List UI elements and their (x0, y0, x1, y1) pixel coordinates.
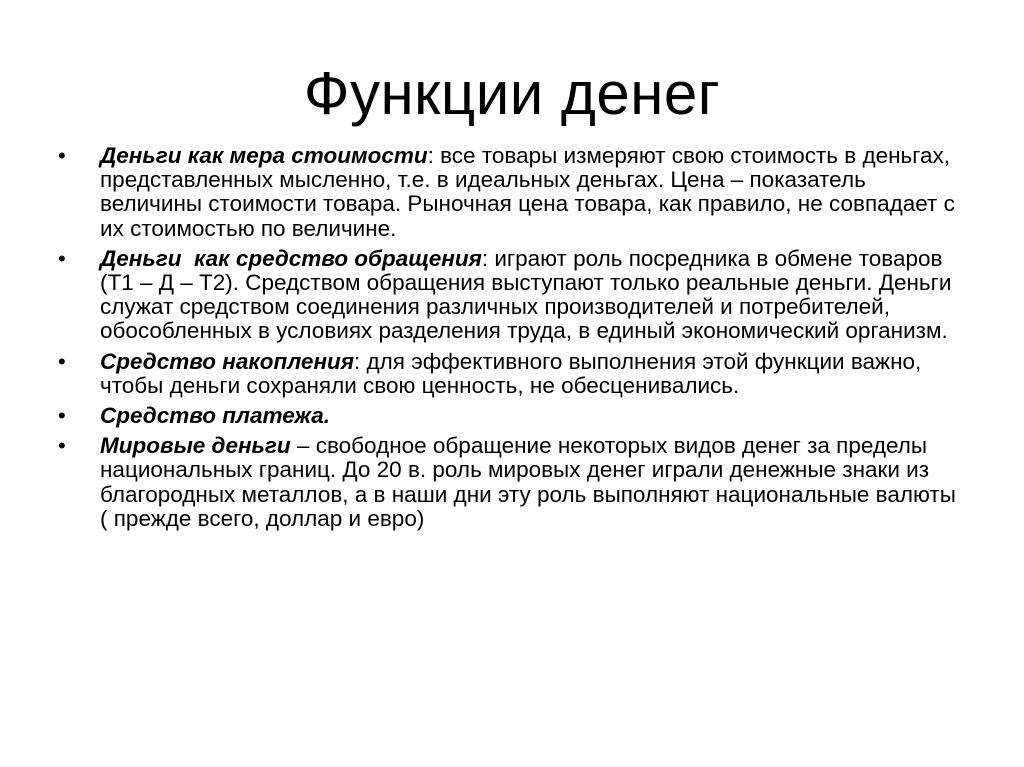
bullet-item-medium-of-exchange (56, 247, 956, 344)
bullet-separator: : (354, 348, 367, 374)
bullet-icon: • (58, 433, 66, 459)
bullet-item-means-of-payment (56, 404, 956, 428)
bullet-list (56, 144, 956, 537)
bullet-item-store-of-value (56, 350, 956, 398)
bullet-item-world-money (56, 434, 956, 531)
bullet-term: Деньги как средство обращения (100, 245, 482, 271)
bullet-icon: • (58, 348, 66, 374)
bullet-text: свободное обращение некоторых видов денег за пределы национальных границ. До 20 в. роль мировых денег играли денежные знаки из благородных металлов, а в наши дни эту роль выполняют национальные валюты ( прежде всего, доллар и евро) (100, 433, 956, 531)
bullet-text: играют роль посредника в обмене товаров (Т1 – Д – Т2). Средством обращения выступают только реальные деньги. Деньги служат средством соединения различных производителей и потребителей, обособленных в условиях разделения труда, в единый экономический организм. (100, 245, 952, 344)
bullet-term: Мировые деньги (100, 433, 291, 459)
bullet-term: Деньги как мера стоимости (100, 143, 428, 168)
bullet-icon: • (58, 245, 66, 271)
bullet-text: все товары измеряют свою стоимость в деньгах, представленных мысленно, т.е. в идеальных деньгах. Цена – показатель величины стоимости товара. Рыночная цена товара, как правило, не совпадает с их стоимостью по величине. (100, 143, 955, 241)
bullet-text: для эффективного выполнения этой функции важно, чтобы деньги сохраняли свою ценность, не обесценивались. (100, 348, 922, 398)
bullet-icon: • (58, 403, 66, 429)
bullet-separator: – (290, 433, 316, 459)
bullet-icon: • (58, 143, 66, 168)
bullet-item-measure-of-value (56, 144, 956, 241)
bullet-term: Средство накопления (100, 348, 355, 374)
slide-title: Функции денег (303, 60, 721, 127)
bullet-separator: : (481, 245, 495, 271)
bullet-term: Средство платежа (100, 403, 324, 429)
bullet-separator: . (323, 403, 331, 429)
bullet-separator: : (427, 143, 441, 168)
